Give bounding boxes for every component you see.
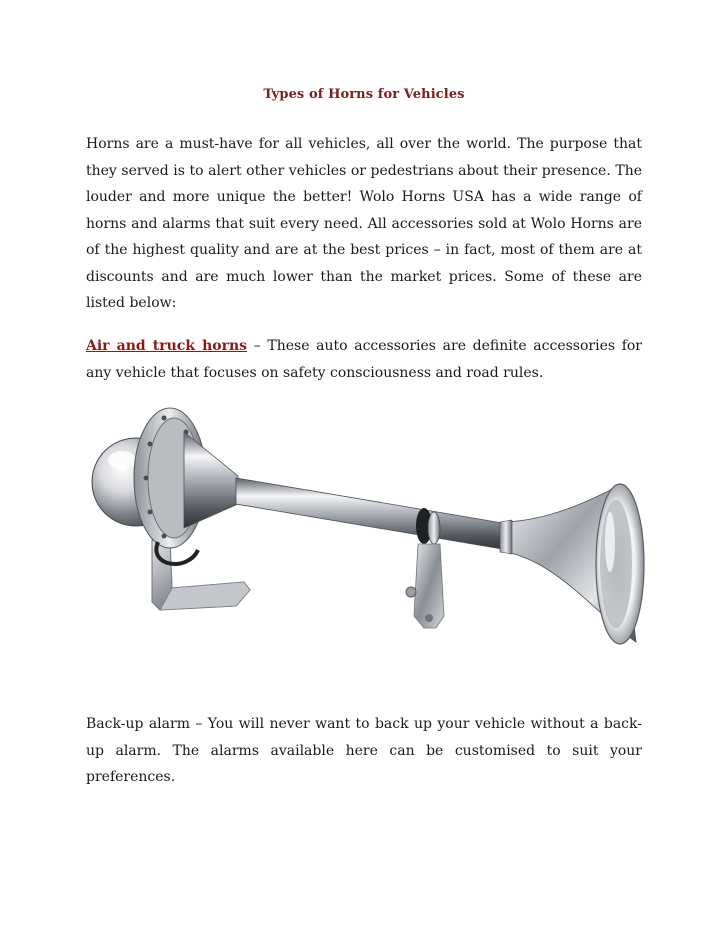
air-horns-paragraph bbox=[86, 333, 642, 386]
intro-paragraph: Horns are a must-have for all vehicles, all over the world. The purpose that they served is to alert other vehicles or pedestrians about their presence. The louder and more unique the better! Wolo Horns USA has a wide range of horns and alarms that suit every need. All accessories sold at Wolo Horns are of the highest quality and are at the best prices – in fact, most of them are at discounts and are much lower than the market prices. Some of these are listed below: bbox=[86, 136, 642, 311]
backup-alarm-paragraph: Back-up alarm – You will never want to back up your vehicle without a back-up alarm. The alarms available here can be customised to suit your preferences. bbox=[86, 716, 642, 785]
chrome-horn-image bbox=[88, 392, 648, 692]
page-title: Types of Horns for Vehicles bbox=[263, 87, 465, 102]
air-horns-link[interactable]: Air and truck horns bbox=[86, 338, 248, 354]
air-horns-description: – These auto accessories are definite accessories for any vehicle that focuses on safety consciousness and road rules. bbox=[86, 338, 643, 381]
